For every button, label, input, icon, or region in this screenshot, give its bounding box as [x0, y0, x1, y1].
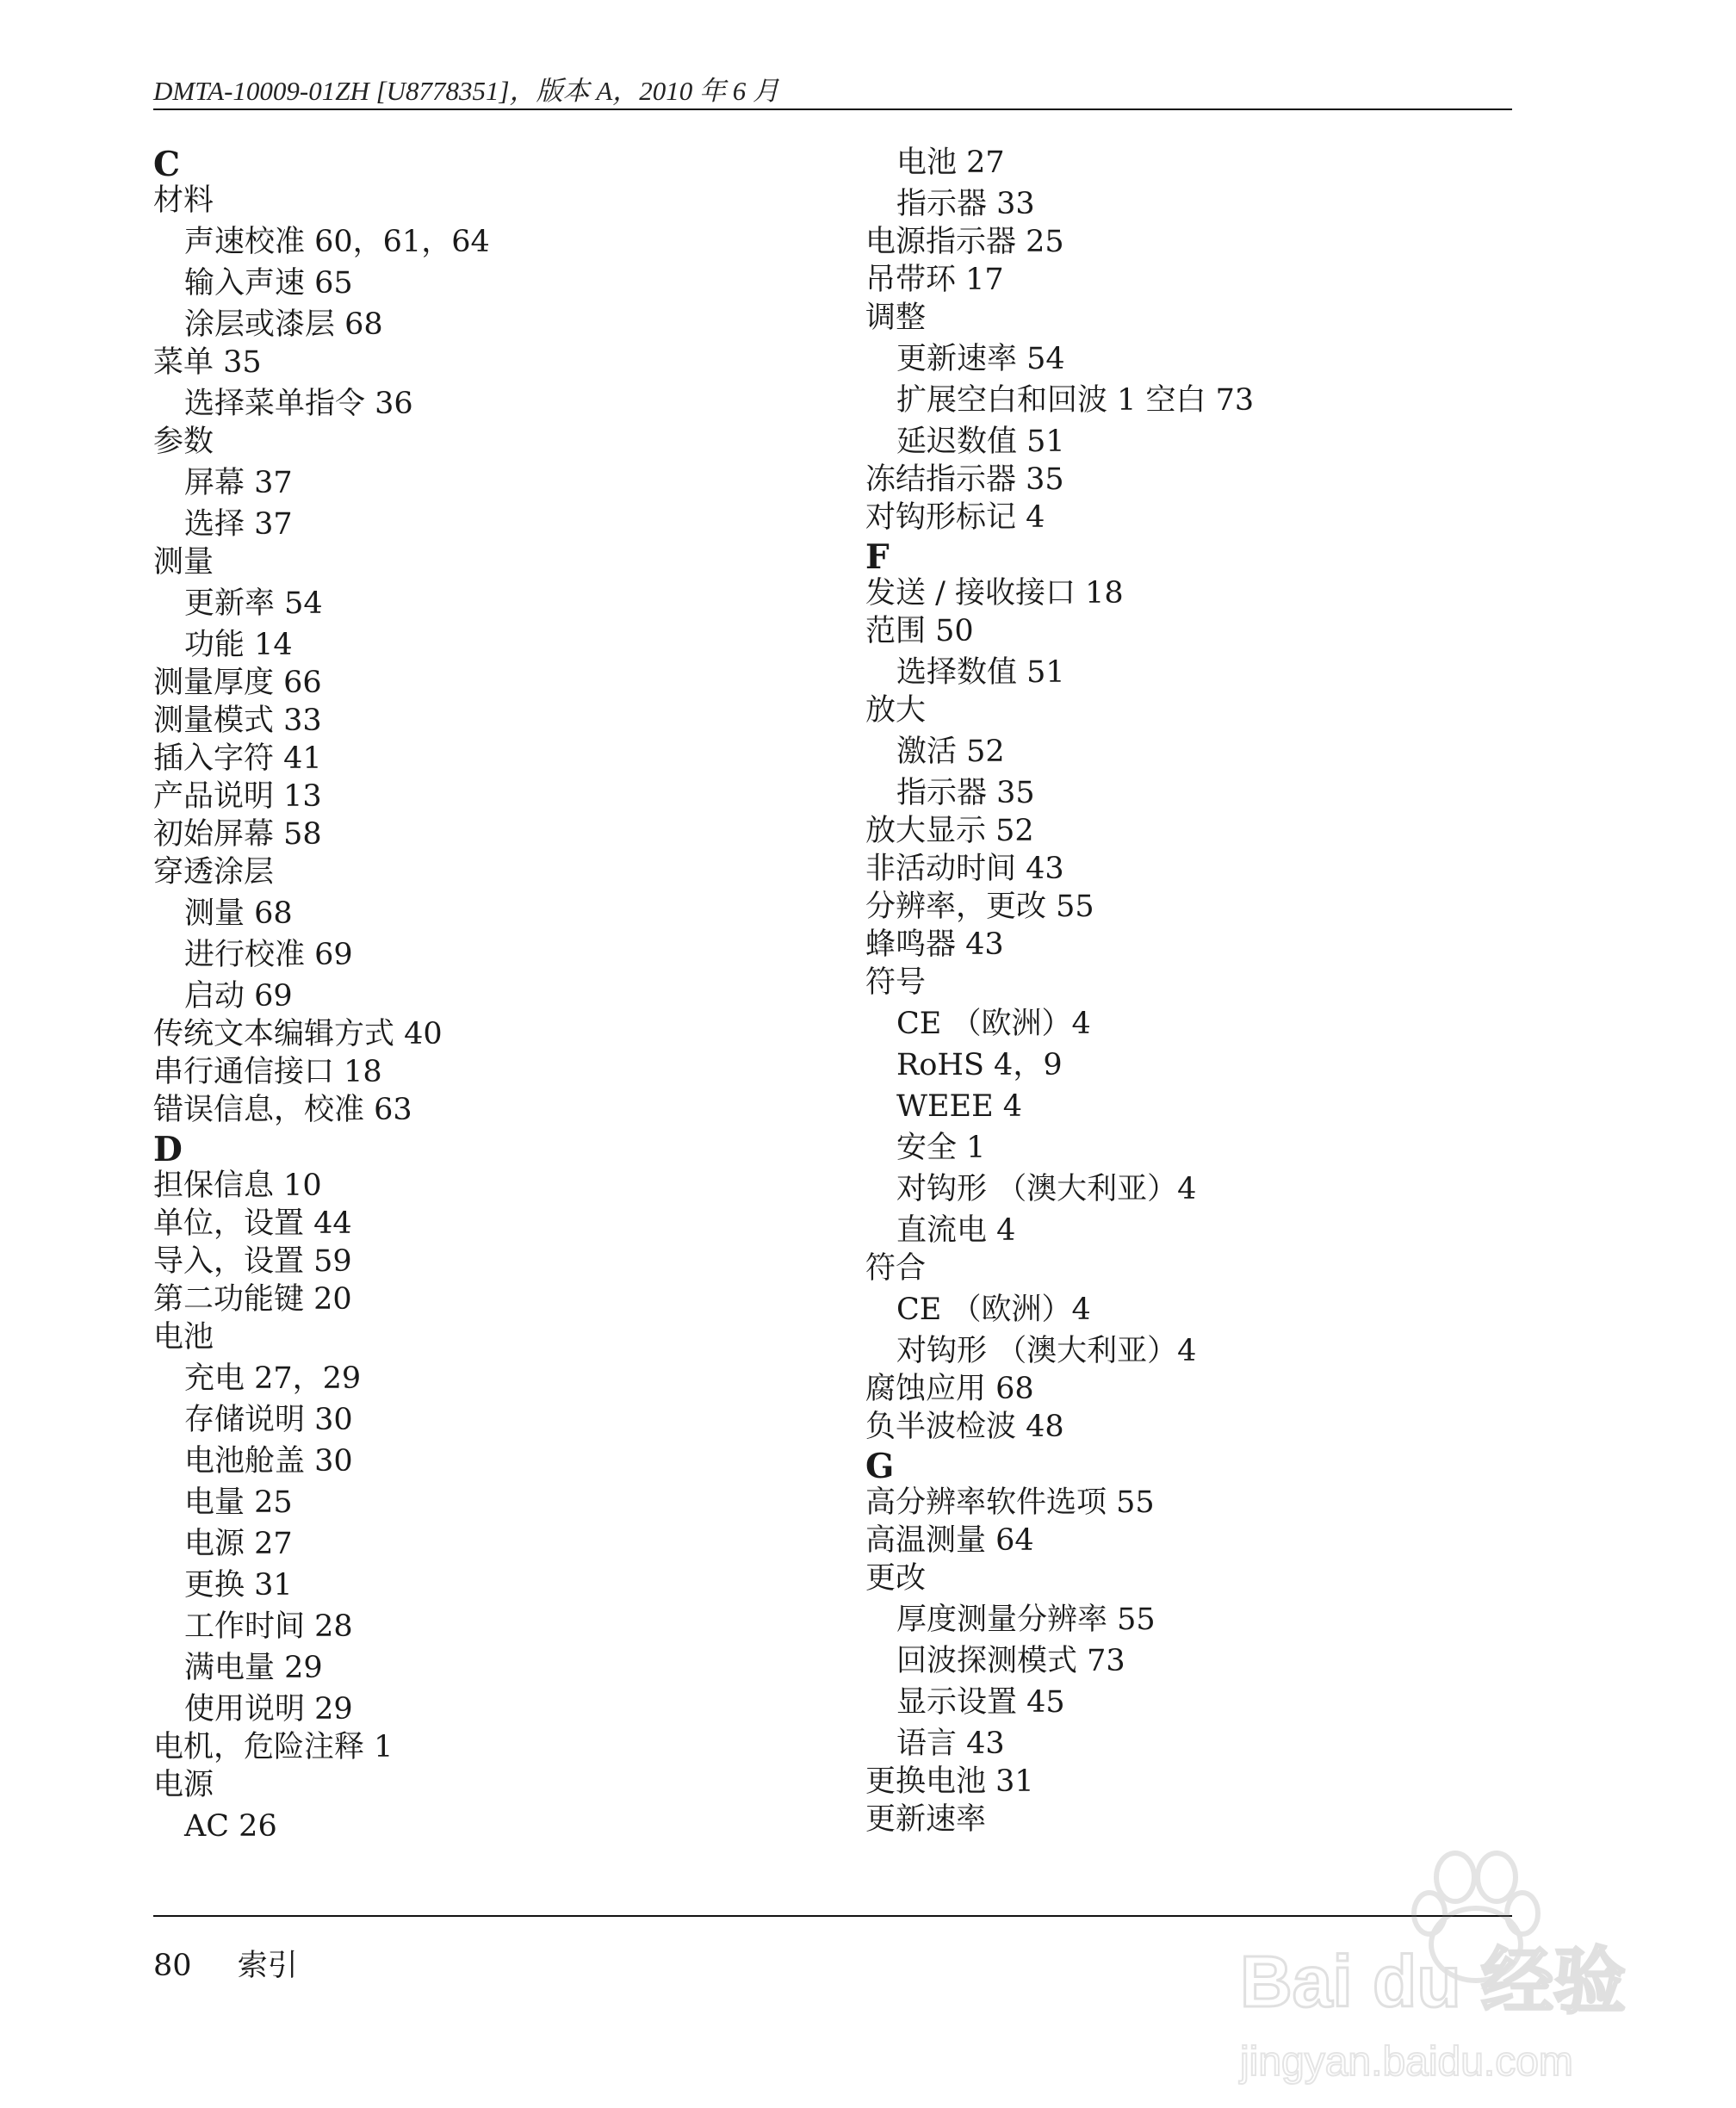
index-entry: 放大 — [865, 693, 927, 728]
index-entry: 符合 — [865, 1251, 927, 1286]
index-subentry: 工作时间 28 — [184, 1609, 353, 1644]
index-subentry: 使用说明 29 — [184, 1692, 353, 1727]
index-entry: 范围 50 — [865, 614, 974, 648]
index-entry: 初始屏幕 58 — [153, 817, 322, 852]
index-entry: 菜单 35 — [153, 345, 262, 380]
index-entry: 传统文本编辑方式 40 — [153, 1017, 443, 1051]
page-footer — [153, 1942, 298, 1985]
index-entry: 担保信息 10 — [153, 1169, 322, 1203]
index-letter-heading: D — [153, 1130, 183, 1169]
page-number: 80 — [153, 1949, 192, 1983]
index-subentry: CE （欧洲）4 — [896, 1293, 1091, 1327]
index-entry: 高温测量 64 — [865, 1523, 1034, 1558]
index-entry: 冻结指示器 35 — [865, 462, 1064, 497]
index-entry: 插入字符 41 — [153, 741, 322, 776]
index-subentry: 充电 27，29 — [184, 1361, 362, 1396]
index-subentry: 电池 27 — [896, 146, 1005, 180]
index-entry: 测量 — [153, 545, 214, 580]
index-entry: 第二功能键 20 — [153, 1282, 352, 1317]
index-subentry: CE （欧洲）4 — [896, 1007, 1091, 1041]
index-entry: 更新速率 — [865, 1802, 987, 1837]
index-entry: 电池 — [153, 1320, 214, 1355]
index-entry: 串行通信接口 18 — [153, 1055, 382, 1089]
index-entry: 材料 — [153, 183, 214, 218]
index-letter-heading: F — [865, 537, 890, 577]
index-entry: 发送 / 接收接口 18 — [865, 576, 1124, 611]
index-subentry: 选择数值 51 — [896, 655, 1065, 690]
index-subentry: 指示器 35 — [896, 776, 1035, 810]
index-entry: 更改 — [865, 1561, 927, 1596]
index-entry: 蜂鸣器 43 — [865, 927, 1004, 962]
index-subentry: 功能 14 — [184, 628, 293, 662]
index-subentry: 选择 37 — [184, 507, 293, 542]
index-subentry: 涂层或漆层 68 — [184, 307, 383, 342]
index-entry: 负半波检波 48 — [865, 1410, 1064, 1444]
index-entry: 测量厚度 66 — [153, 666, 322, 700]
index-entry: 导入，设置 59 — [153, 1244, 352, 1279]
index-entry: 调整 — [865, 301, 927, 335]
index-subentry: 对钩形 （澳大利亚）4 — [896, 1334, 1197, 1368]
index-subentry: WEEE 4 — [896, 1089, 1023, 1124]
index-subentry: 回波探测模式 73 — [896, 1644, 1125, 1678]
section-title: 索引 — [237, 1949, 298, 1983]
index-subentry: 声速校准 60，61，64 — [184, 225, 490, 259]
index-subentry: 电量 25 — [184, 1485, 293, 1520]
index-subentry: 选择菜单指令 36 — [184, 387, 413, 421]
index-subentry: 更新速率 54 — [896, 342, 1065, 376]
index-subentry: 扩展空白和回波 1 空白 73 — [896, 383, 1255, 418]
index-entry: 非活动时间 43 — [865, 852, 1064, 886]
header-rule — [153, 108, 1512, 110]
index-subentry: 输入声速 65 — [184, 266, 353, 301]
index-subentry: 对钩形 （澳大利亚）4 — [896, 1172, 1197, 1206]
watermark-url: jingyan.baidu.com — [1240, 2039, 1573, 2085]
index-subentry: 启动 69 — [184, 979, 293, 1014]
index-subentry: 满电量 29 — [184, 1651, 323, 1685]
index-letter-heading: G — [865, 1447, 895, 1486]
index-subentry: 存储说明 30 — [184, 1403, 353, 1437]
index-subentry: 屏幕 37 — [184, 466, 293, 500]
index-subentry: 指示器 33 — [896, 187, 1035, 221]
index-subentry: 显示设置 45 — [896, 1685, 1065, 1720]
index-subentry: RoHS 4，9 — [896, 1048, 1063, 1082]
index-letter-heading: C — [153, 145, 181, 184]
index-entry: 穿透涂层 — [153, 855, 275, 890]
index-entry: 电源 — [153, 1768, 214, 1802]
index-entry: 电机，危险注释 1 — [153, 1730, 394, 1764]
index-subentry: 测量 68 — [184, 896, 293, 931]
index-entry: 符号 — [865, 965, 927, 1000]
index-entry: 对钩形标记 4 — [865, 500, 1045, 535]
index-subentry: 进行校准 69 — [184, 938, 353, 972]
index-entry: 更换电池 31 — [865, 1764, 1034, 1799]
index-entry: 错误信息，校准 63 — [153, 1093, 412, 1127]
index-subentry: 安全 1 — [896, 1131, 986, 1165]
index-subentry: 电池舱盖 30 — [184, 1444, 353, 1479]
index-entry: 单位，设置 44 — [153, 1206, 352, 1241]
index-entry: 分辨率，更改 55 — [865, 890, 1094, 924]
index-entry: 吊带环 17 — [865, 263, 1004, 297]
index-subentry: 延迟数值 51 — [896, 425, 1065, 459]
index-subentry: 厚度测量分辨率 55 — [896, 1603, 1156, 1637]
baidu-watermark — [1223, 1843, 1705, 2092]
index-subentry: 更新率 54 — [184, 586, 323, 621]
index-entry: 参数 — [153, 425, 214, 459]
index-entry: 测量模式 33 — [153, 704, 322, 738]
index-subentry: 激活 52 — [896, 735, 1005, 769]
index-entry: 放大显示 52 — [865, 814, 1034, 848]
index-entry: 电源指示器 25 — [865, 225, 1064, 259]
index-subentry: 更换 31 — [184, 1568, 293, 1603]
index-entry: 产品说明 13 — [153, 779, 322, 814]
running-header: DMTA-10009-01ZH [U8778351]，版本 A，2010 年 6 月 — [153, 76, 780, 106]
index-subentry: 电源 27 — [184, 1527, 293, 1561]
watermark-brand: Bai du 经验 — [1240, 1941, 1627, 2022]
index-entry: 腐蚀应用 68 — [865, 1372, 1034, 1406]
index-entry: 高分辨率软件选项 55 — [865, 1485, 1155, 1520]
index-subentry: AC 26 — [184, 1809, 277, 1844]
index-subentry: 直流电 4 — [896, 1213, 1016, 1248]
index-subentry: 语言 43 — [896, 1727, 1005, 1761]
